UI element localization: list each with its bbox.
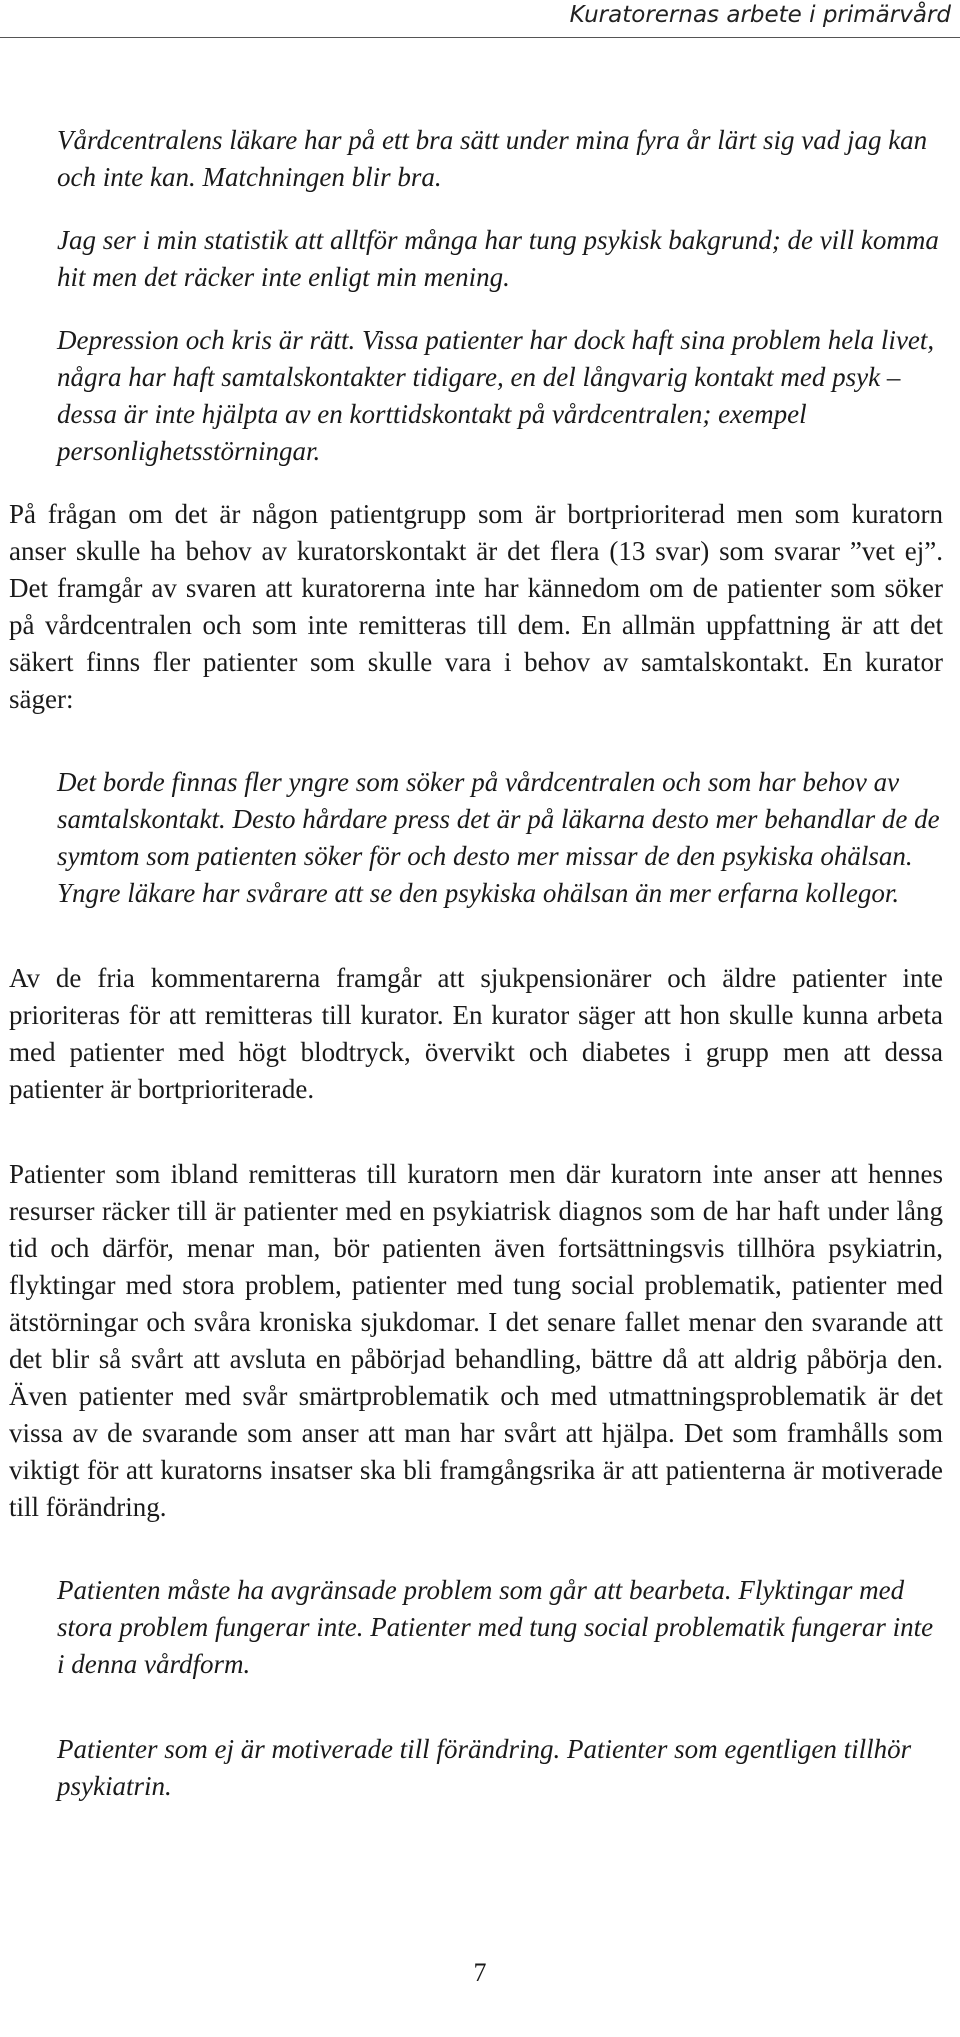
quote-block: Jag ser i min statistik att alltför många har tung psykisk bakgrund; de vill komma hit men det räcker inte enligt min mening. xyxy=(57,225,939,292)
quote-block: Patienten måste ha avgränsade problem som går att bearbeta. Flyktingar med stora problem fungerar inte. Patienter med tung social problematik fungerar inte i denna vårdform. xyxy=(57,1575,934,1679)
quote-block: Depression och kris är rätt. Vissa patienter har dock haft sina problem hela livet, några har haft samtalskontakter tidigare, en del långvarig kontakt med psyk – dessa är inte hjälpta av en korttidskontakt på vårdcentralen; exempel personlighetsstörningar. xyxy=(57,325,935,466)
page-number: 7 xyxy=(473,1958,487,1987)
header-rule xyxy=(0,37,960,38)
quote-block: Patienter som ej är motiverade till förändring. Patienter som egentligen tillhör psykiatrin. xyxy=(57,1734,912,1801)
page-body xyxy=(9,122,943,1831)
quote-block: Det borde finnas fler yngre som söker på vårdcentralen och som har behov av samtalskontakt. Desto hårdare press det är på läkarna desto mer behandlar de de symtom som patienten söker för och desto mer missar de den psykiska ohälsan. Yngre läkare har svårare att se den psykiska ohälsan än mer erfarna kollegor. xyxy=(57,767,940,908)
body-paragraph: Av de fria kommentarerna framgår att sjukpensionärer och äldre patienter inte prioriteras för att remitteras till kurator. En kurator säger att hon skulle kunna arbeta med patienter med högt blodtryck, övervikt och diabetes i grupp men att dessa patienter är bortprioriterade. xyxy=(9,963,943,1104)
quote-block: Vårdcentralens läkare har på ett bra sätt under mina fyra år lärt sig vad jag kan och inte kan. Matchningen blir bra. xyxy=(57,125,928,192)
body-paragraph: Patienter som ibland remitteras till kuratorn men där kuratorn inte anser att hennes resurser räcker till är patienter med en psykiatrisk diagnos som de har haft under lång tid och därför, menar man, bör patienten även fortsättningsvis tillhöra psykiatrin, flyktingar med stora problem, patienter med tung social problematik, patienter med ätstörningar och svåra kroniska sjukdomar. I det senare fallet menar den svarande att det blir så svårt att avsluta en påbörjad behandling, bättre då att aldrig påbörja den. Även patienter med svår smärtproblematik och med utmattningsproblematik är det vissa av de svarande som anser att man har svårt att hjälpa. Det som framhålls som viktigt för att kuratorns insatser ska bli framgångsrika är att patienterna är motiverade till förändring. xyxy=(9,1159,943,1522)
running-header-title: Kuratorernas arbete i primärvård xyxy=(569,2,951,28)
body-paragraph: På frågan om det är någon patientgrupp som är bortprioriterad men som kuratorn anser skulle ha behov av kuratorskontakt är det flera (13 svar) som svarar ”vet ej”. Det framgår av svaren att kuratorerna inte har kännedom om de patienter som söker på vårdcentralen och som inte remitteras till dem. En allmän uppfattning är att det säkert finns fler patienter som skulle vara i behov av samtalskontakt. En kurator säger: xyxy=(9,499,943,714)
